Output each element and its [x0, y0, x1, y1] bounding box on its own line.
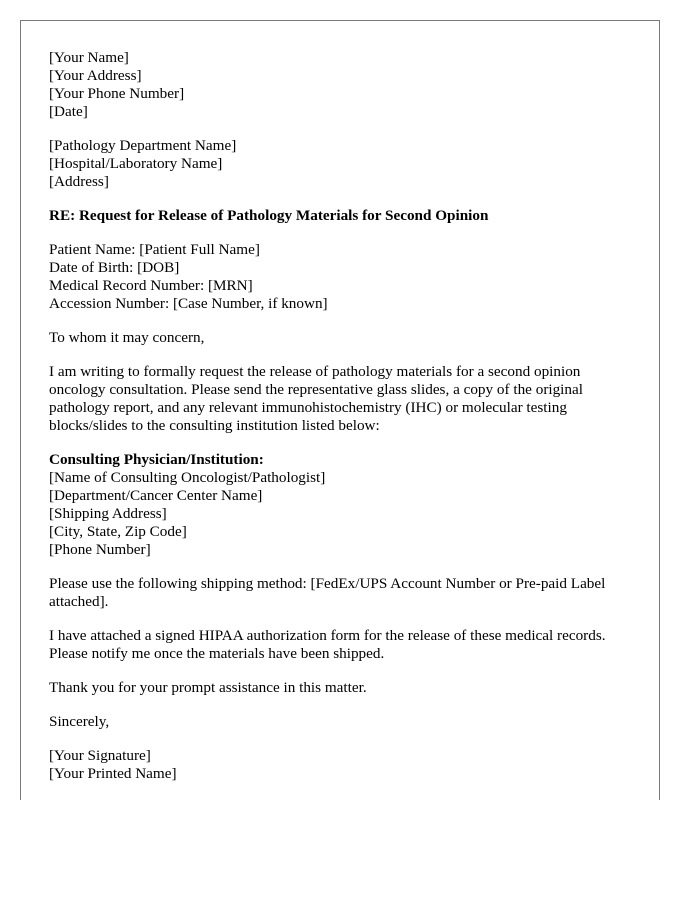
letter-date: [Date]: [49, 103, 88, 120]
consulting-phone: [Phone Number]: [49, 541, 151, 558]
signature-block: [49, 747, 634, 783]
sender-address: [Your Address]: [49, 67, 142, 84]
consulting-physician: [Name of Consulting Oncologist/Pathologist]: [49, 469, 326, 486]
recipient-address: [Address]: [49, 173, 109, 190]
patient-dob: Date of Birth: [DOB]: [49, 259, 180, 276]
recipient-department: [Pathology Department Name]: [49, 137, 237, 154]
printed-name: [Your Printed Name]: [49, 765, 177, 782]
request-paragraph: I am writing to formally request the release of pathology materials for a second opinion oncology consultation. Please send the representative glass slides, a copy of the original pathology report, and any relevant immunohistochemistry (IHC) or molecular testing blocks/slides to the consulting institution listed below:: [49, 363, 583, 434]
consulting-city-state-zip: [City, State, Zip Code]: [49, 523, 187, 540]
consulting-block: [49, 451, 634, 559]
sender-phone: [Your Phone Number]: [49, 85, 185, 102]
consulting-heading: Consulting Physician/Institution:: [49, 451, 264, 468]
patient-mrn: Medical Record Number: [MRN]: [49, 277, 253, 294]
shipping-paragraph: Please use the following shipping method: [FedEx/UPS Account Number or Pre-paid Label attached].: [49, 575, 606, 610]
consulting-shipping-address: [Shipping Address]: [49, 505, 167, 522]
letter-content: [49, 49, 634, 799]
sender-name: [Your Name]: [49, 49, 129, 66]
hipaa-paragraph: I have attached a signed HIPAA authorization form for the release of these medical records. Please notify me once the materials have been shipped.: [49, 627, 606, 662]
closing: Sincerely,: [49, 713, 110, 730]
letter-page: [20, 20, 660, 800]
salutation: To whom it may concern,: [49, 329, 205, 346]
recipient-block: [49, 137, 634, 191]
patient-name: Patient Name: [Patient Full Name]: [49, 241, 260, 258]
thanks-paragraph: Thank you for your prompt assistance in this matter.: [49, 679, 367, 696]
patient-accession: Accession Number: [Case Number, if known]: [49, 295, 328, 312]
consulting-department: [Department/Cancer Center Name]: [49, 487, 263, 504]
patient-info-block: [49, 241, 634, 313]
recipient-institution: [Hospital/Laboratory Name]: [49, 155, 223, 172]
sender-block: [49, 49, 634, 121]
signature-line: [Your Signature]: [49, 747, 151, 764]
subject-line: RE: Request for Release of Pathology Materials for Second Opinion: [49, 207, 489, 224]
